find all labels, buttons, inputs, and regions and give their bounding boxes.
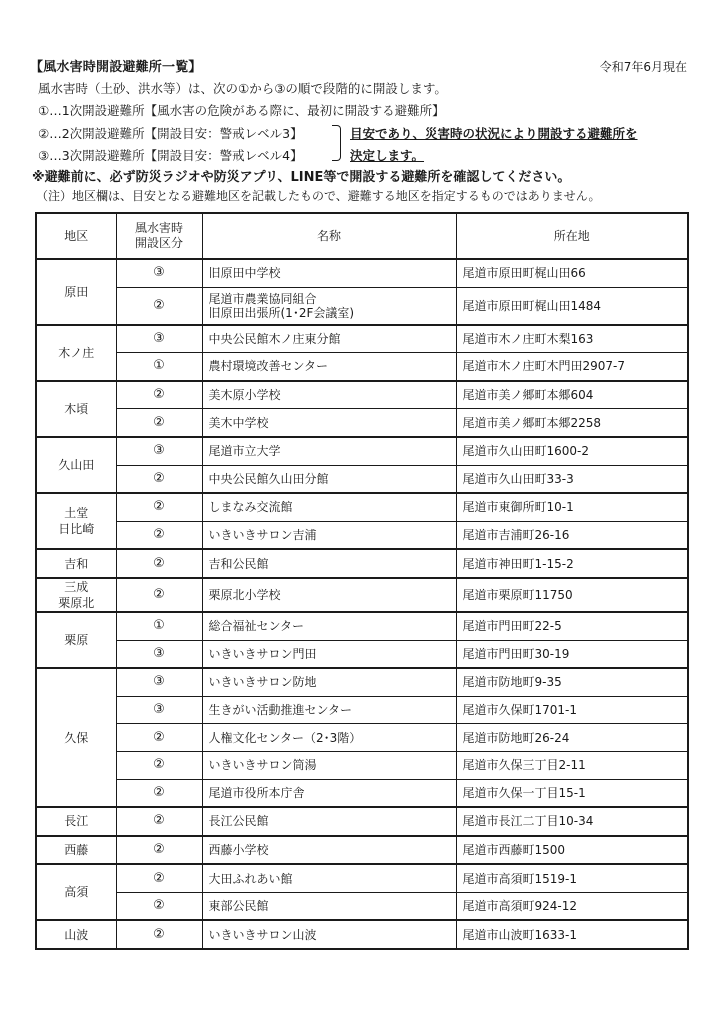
phase-cell: ②	[116, 751, 202, 779]
phase-cell: ②	[116, 549, 202, 578]
phase-cell: ②	[116, 381, 202, 409]
shelter-name-cell: 旧原田中学校	[202, 259, 456, 287]
table-row	[36, 437, 688, 465]
header-address: 所在地	[456, 213, 688, 259]
shelter-name-cell: 栗原北小学校	[202, 578, 456, 612]
address-cell: 尾道市山波町1633-1	[456, 920, 688, 949]
table-row	[36, 807, 688, 836]
intro-line-1: 風水害時（土砂、洪水等）は、次の①から③の順で段階的に開設します。	[38, 81, 447, 96]
phase-cell: ③	[116, 668, 202, 696]
table-row	[36, 325, 688, 353]
document-title: 【風水害時開設避難所一覧】	[30, 60, 202, 75]
header-district: 地区	[36, 213, 116, 259]
phase-cell: ②	[116, 920, 202, 949]
shelter-name-cell: 中央公民館久山田分館	[202, 465, 456, 493]
bracket-brace	[332, 125, 341, 161]
bracket-note-1: 目安であり、災害時の状況により開設する避難所を	[350, 126, 638, 141]
warning-text: ※避難前に、必ず防災ラジオや防災アプリ、LINE等で開設する避難所を確認してください。	[32, 170, 571, 185]
district-cell: 栗原	[36, 612, 116, 668]
district-cell: 長江	[36, 807, 116, 836]
address-cell: 尾道市久保町1701-1	[456, 696, 688, 724]
address-cell: 尾道市長江二丁目10-34	[456, 807, 688, 836]
table-row	[36, 259, 688, 287]
address-cell: 尾道市高須町924-12	[456, 892, 688, 920]
district-cell: 吉和	[36, 549, 116, 578]
shelter-name-cell: 農村環境改善センター	[202, 353, 456, 381]
address-cell: 尾道市吉浦町26-16	[456, 521, 688, 549]
address-cell: 尾道市美ノ郷町本郷604	[456, 381, 688, 409]
table-row	[36, 521, 688, 549]
intro-line-4: ③…3次開設避難所【開設目安：警戒レベル4】	[38, 148, 303, 163]
shelter-name-cell: 尾道市農業協同組合 旧原田出張所(1･2F会議室)	[202, 287, 456, 325]
table-row	[36, 287, 688, 325]
district-cell: 原田	[36, 259, 116, 325]
district-cell: 久山田	[36, 437, 116, 493]
table-row	[36, 920, 688, 949]
phase-cell: ②	[116, 779, 202, 807]
header-name: 名称	[202, 213, 456, 259]
address-cell: 尾道市木ノ庄町木門田2907-7	[456, 353, 688, 381]
table-row	[36, 612, 688, 640]
district-cell: 土堂 日比崎	[36, 493, 116, 549]
intro-line-3: ②…2次開設避難所【開設目安：警戒レベル3】	[38, 126, 303, 141]
table-row	[36, 892, 688, 920]
table-header-row	[36, 213, 688, 259]
address-cell: 尾道市久山田町33-3	[456, 465, 688, 493]
shelter-name-cell: 生きがい活動推進センター	[202, 696, 456, 724]
shelter-name-cell: 総合福祉センター	[202, 612, 456, 640]
phase-cell: ②	[116, 578, 202, 612]
address-cell: 尾道市門田町30-19	[456, 640, 688, 668]
address-cell: 尾道市久山田町1600-2	[456, 437, 688, 465]
table-row	[36, 751, 688, 779]
address-cell: 尾道市栗原町11750	[456, 578, 688, 612]
table-row	[36, 409, 688, 437]
shelter-name-cell: 東部公民館	[202, 892, 456, 920]
phase-cell: ②	[116, 465, 202, 493]
phase-cell: ②	[116, 287, 202, 325]
table-row	[36, 465, 688, 493]
shelter-name-cell: いきいきサロン防地	[202, 668, 456, 696]
table-row	[36, 779, 688, 807]
table-row	[36, 836, 688, 865]
address-cell: 尾道市原田町梶山田1484	[456, 287, 688, 325]
shelter-name-cell: 尾道市役所本庁舎	[202, 779, 456, 807]
shelter-name-cell: 人権文化センター（2･3階）	[202, 724, 456, 752]
phase-cell: ③	[116, 259, 202, 287]
shelter-name-cell: いきいきサロン吉浦	[202, 521, 456, 549]
shelter-name-cell: いきいきサロン山波	[202, 920, 456, 949]
district-cell: 木頃	[36, 381, 116, 437]
shelter-name-cell: 長江公民館	[202, 807, 456, 836]
address-cell: 尾道市木ノ庄町木梨163	[456, 325, 688, 353]
phase-cell: ②	[116, 521, 202, 549]
table-row	[36, 696, 688, 724]
district-cell: 久保	[36, 668, 116, 807]
address-cell: 尾道市西藤町1500	[456, 836, 688, 865]
table-row	[36, 668, 688, 696]
table-row	[36, 864, 688, 892]
address-cell: 尾道市久保一丁目15-1	[456, 779, 688, 807]
table-body	[36, 259, 688, 949]
shelter-name-cell: 大田ふれあい館	[202, 864, 456, 892]
shelter-name-cell: 吉和公民館	[202, 549, 456, 578]
address-cell: 尾道市高須町1519-1	[456, 864, 688, 892]
as-of-date: 令和7年6月現在	[599, 60, 687, 74]
address-cell: 尾道市原田町梶山田66	[456, 259, 688, 287]
phase-cell: ③	[116, 325, 202, 353]
district-cell: 山波	[36, 920, 116, 949]
table-row	[36, 381, 688, 409]
bracket-note-2: 決定します。	[350, 148, 425, 163]
shelter-name-cell: 美木原小学校	[202, 381, 456, 409]
phase-cell: ②	[116, 724, 202, 752]
phase-cell: ②	[116, 807, 202, 836]
table-row	[36, 549, 688, 578]
shelter-name-cell: しまなみ交流館	[202, 493, 456, 521]
district-cell: 高須	[36, 864, 116, 920]
address-cell: 尾道市久保三丁目2-11	[456, 751, 688, 779]
shelter-name-cell: 西藤小学校	[202, 836, 456, 865]
shelter-name-cell: いきいきサロン門田	[202, 640, 456, 668]
phase-cell: ③	[116, 696, 202, 724]
address-cell: 尾道市神田町1-15-2	[456, 549, 688, 578]
table-row	[36, 578, 688, 612]
table-row	[36, 493, 688, 521]
district-cell: 木ノ庄	[36, 325, 116, 381]
shelter-name-cell: 尾道市立大学	[202, 437, 456, 465]
shelter-name-cell: 中央公民館木ノ庄東分館	[202, 325, 456, 353]
shelter-name-cell: いきいきサロン筒湯	[202, 751, 456, 779]
table-row	[36, 640, 688, 668]
phase-cell: ①	[116, 353, 202, 381]
phase-cell: ②	[116, 493, 202, 521]
address-cell: 尾道市東御所町10-1	[456, 493, 688, 521]
remark-text: （注）地区欄は、目安となる避難地区を記載したもので、避難する地区を指定するものではありません。	[36, 189, 601, 203]
phase-cell: ②	[116, 409, 202, 437]
phase-cell: ①	[116, 612, 202, 640]
phase-cell: ②	[116, 892, 202, 920]
address-cell: 尾道市美ノ郷町本郷2258	[456, 409, 688, 437]
table-row	[36, 353, 688, 381]
phase-cell: ②	[116, 836, 202, 865]
phase-cell: ③	[116, 437, 202, 465]
address-cell: 尾道市防地町9-35	[456, 668, 688, 696]
header-phase: 風水害時 開設区分	[116, 213, 202, 259]
table-row	[36, 724, 688, 752]
phase-cell: ②	[116, 864, 202, 892]
district-cell: 西藤	[36, 836, 116, 865]
shelter-name-cell: 美木中学校	[202, 409, 456, 437]
address-cell: 尾道市防地町26-24	[456, 724, 688, 752]
intro-line-2: ①…1次開設避難所【風水害の危険がある際に、最初に開設する避難所】	[38, 103, 445, 118]
phase-cell: ③	[116, 640, 202, 668]
address-cell: 尾道市門田町22-5	[456, 612, 688, 640]
shelter-table	[35, 212, 689, 950]
district-cell: 三成 栗原北	[36, 578, 116, 612]
